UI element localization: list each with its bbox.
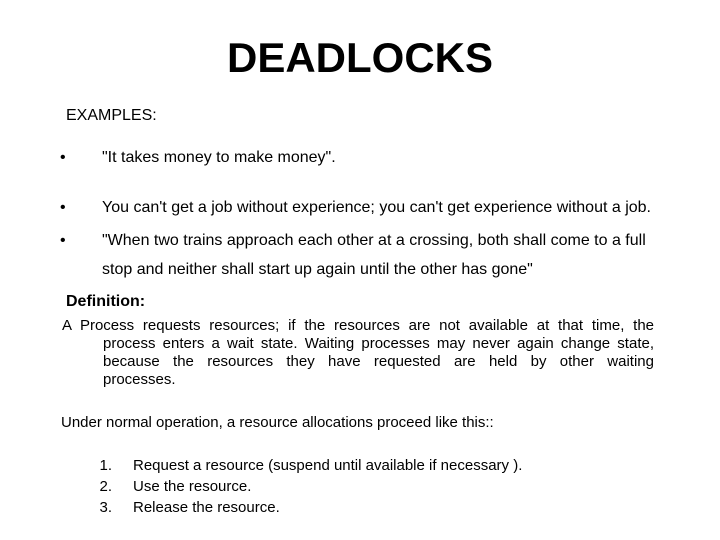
step-text-2: Use the resource. — [133, 478, 252, 495]
normal-operation-intro: Under normal operation, a resource allocations proceed like this:: — [61, 414, 494, 431]
definition-line-3: because the resources they have requested are held by other waiting — [103, 353, 654, 370]
definition-line-2: process enters a wait state. Waiting processes may never again change state, — [103, 335, 654, 352]
example-item-2: You can't get a job without experience; you can't get experience without a job. — [102, 199, 651, 216]
definition-line-1: A Process requests resources; if the resources are not available at that time, the — [62, 317, 654, 334]
step-text-1: Request a resource (suspend until available if necessary ). — [133, 457, 523, 474]
definition-paragraph — [62, 317, 654, 389]
page-title: DEADLOCKS — [226, 34, 493, 81]
definition-line-4: processes. — [103, 371, 176, 388]
bullet-3: • — [60, 232, 66, 249]
example-item-3-continued: stop and neither shall start up again until the other has gone" — [102, 261, 533, 278]
step-text-3: Release the resource. — [133, 499, 280, 516]
example-item-3: "When two trains approach each other at a crossing, both shall come to a full — [102, 232, 646, 249]
definition-heading: Definition: — [66, 293, 146, 310]
bullet-1: • — [60, 149, 66, 166]
step-number-1: 1. — [99, 457, 112, 474]
examples-heading: EXAMPLES: — [66, 107, 157, 124]
bullet-2: • — [60, 199, 66, 216]
example-item-1: "It takes money to make money". — [102, 149, 336, 166]
step-number-3: 3. — [99, 499, 112, 516]
step-number-2: 2. — [99, 478, 112, 495]
